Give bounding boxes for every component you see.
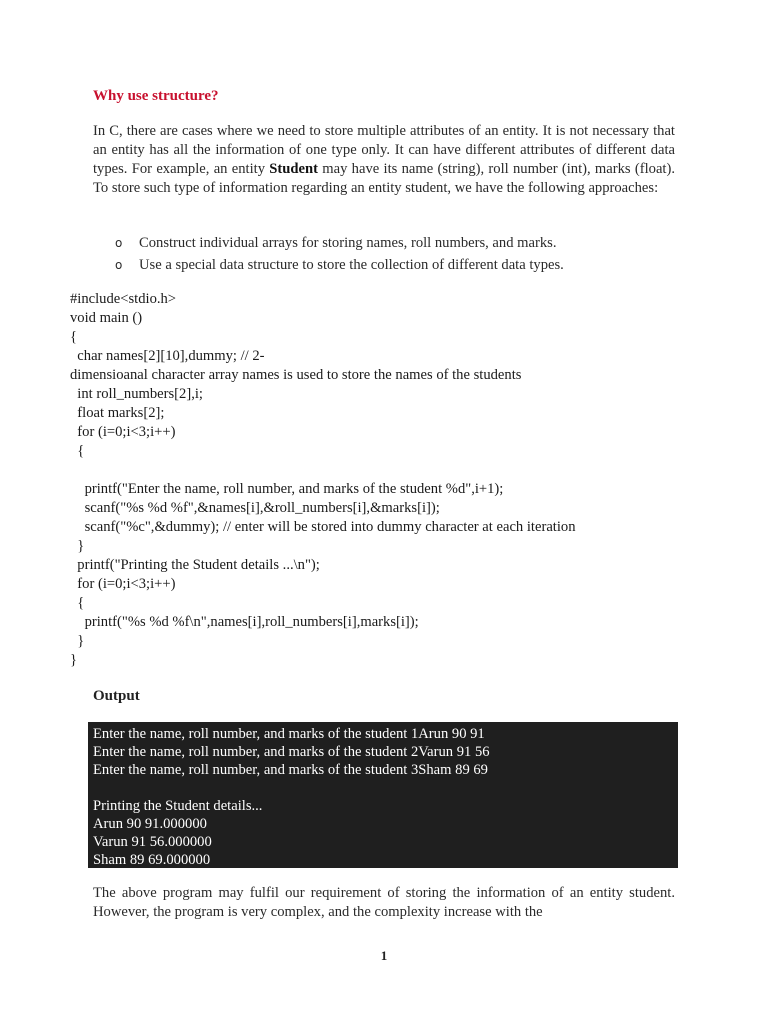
- output-console: [88, 722, 678, 868]
- output-line: Arun 90 91.000000: [93, 816, 207, 832]
- output-heading: Output: [93, 688, 140, 704]
- code-line: }: [70, 633, 85, 649]
- output-line: Enter the name, roll number, and marks of the student 1Arun 90 91: [93, 726, 485, 742]
- page-number: 1: [380, 948, 388, 963]
- code-line: scanf("%c",&dummy); // enter will be stored into dummy character at each iteration: [70, 519, 576, 535]
- list-item-text: Construct individual arrays for storing names, roll numbers, and marks.: [139, 235, 557, 251]
- code-line: }: [70, 652, 78, 668]
- code-line: int roll_numbers[2],i;: [70, 386, 203, 402]
- code-line: {: [70, 329, 78, 345]
- intro-bold-term: Student: [269, 161, 318, 177]
- code-line: #include<stdio.h>: [70, 291, 177, 307]
- code-listing: [70, 290, 710, 670]
- code-line: void main (): [70, 310, 143, 326]
- list-item: [115, 254, 564, 276]
- intro-text-start: In C, there are cases where we need to store multiple attributes of an entity. It is not necessary that an entity has all the information of one type only. It can have different attributes of different data types. For example, an entity: [93, 123, 675, 177]
- closing-paragraph: The above program may fulfil our requirement of storing the information of an entity student. However, the program is very complex, and the complexity increase with the: [93, 885, 675, 920]
- list-item: [115, 232, 564, 254]
- code-line: printf("Enter the name, roll number, and marks of the student %d",i+1);: [70, 481, 504, 497]
- output-line: Enter the name, roll number, and marks of the student 3Sham 89 69: [93, 762, 488, 778]
- approaches-list: [115, 232, 564, 276]
- intro-paragraph: [93, 122, 675, 198]
- code-line: [70, 461, 710, 480]
- code-line: }: [70, 538, 85, 554]
- code-line: float marks[2];: [70, 405, 165, 421]
- section-heading: Why use structure?: [93, 88, 219, 104]
- code-line: dimensioanal character array names is used to store the names of the students: [70, 367, 522, 383]
- code-line: char names[2][10],dummy; // 2-: [70, 348, 265, 364]
- bullet-marker: o: [115, 236, 123, 250]
- bullet-marker: o: [115, 258, 123, 272]
- output-line: Varun 91 56.000000: [93, 834, 212, 850]
- intro-text-end: may have its name (string), roll number (int), marks (float). To store such type of information regarding an entity student, we have the following approaches:: [93, 161, 675, 196]
- code-line: scanf("%s %d %f",&names[i],&roll_numbers[i],&marks[i]);: [70, 500, 440, 516]
- output-line: Printing the Student details...: [93, 798, 263, 814]
- code-line: printf("Printing the Student details ...\n");: [70, 557, 320, 573]
- code-line: {: [70, 595, 85, 611]
- output-line: Sham 89 69.000000: [93, 852, 211, 868]
- output-line: Enter the name, roll number, and marks of the student 2Varun 91 56: [93, 744, 490, 760]
- code-line: for (i=0;i<3;i++): [70, 576, 176, 592]
- code-line: printf("%s %d %f\n",names[i],roll_numbers[i],marks[i]);: [70, 614, 419, 630]
- list-item-text: Use a special data structure to store the collection of different data types.: [139, 257, 564, 273]
- code-line: {: [70, 443, 85, 459]
- code-line: for (i=0;i<3;i++): [70, 424, 176, 440]
